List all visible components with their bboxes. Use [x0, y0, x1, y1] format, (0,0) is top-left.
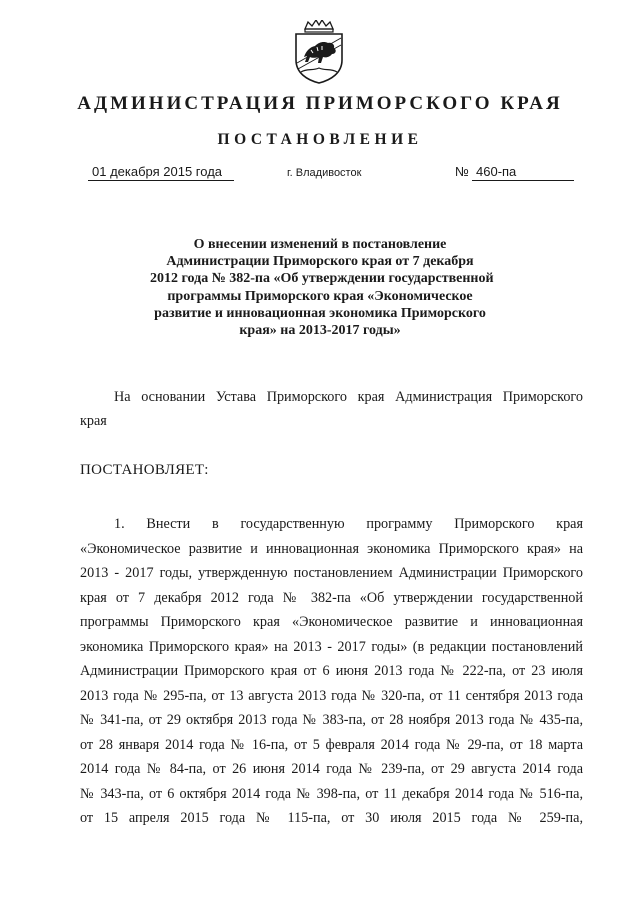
subject-line: Администрации Приморского края от 7 декабря [166, 254, 474, 270]
subject-line: развитие и инновационная экономика Приморского [154, 305, 486, 321]
basis-line: края [80, 413, 107, 429]
body-line: от 15 апреля 2015 года № 115-па, от 30 июля 2015 года № 259-па, [80, 810, 583, 826]
subject-line: 2012 года № 382-па «Об утверждении государственной [150, 271, 494, 287]
body-paragraph [80, 512, 583, 831]
basis-paragraph [80, 385, 583, 433]
document-type: ПОСТАНОВЛЕНИЕ [217, 131, 423, 148]
basis-line: На основании Устава Приморского края Администрация Приморского [114, 389, 583, 405]
body-line: № 341-па, от 29 октября 2013 года № 383-па, от 28 ноября 2013 года № 435-па, [80, 712, 583, 728]
body-line: 2014 года № 84-па, от 26 июня 2014 года № 239-па, от 29 августа 2014 года [80, 761, 583, 777]
decree-word: ПОСТАНОВЛЯЕТ: [80, 462, 209, 478]
document-city: г. Владивосток [287, 167, 362, 179]
document-meta-line [0, 164, 640, 186]
body-line: 1. Внести в государственную программу Приморского края [114, 516, 583, 532]
body-line: края от 7 декабря 2012 года № 382-па «Об утверждении государственной [80, 589, 583, 606]
body-line: программы Приморского края «Экономическое развитие и инновационная [80, 614, 583, 630]
document-number: 460-па [472, 164, 574, 181]
coat-of-arms-icon [291, 20, 347, 84]
subject-line: О внесении изменений в постановление [193, 237, 447, 252]
organization-title: АДМИНИСТРАЦИЯ ПРИМОРСКОГО КРАЯ [77, 93, 563, 114]
body-line: 2013 года № 295-па, от 13 августа 2013 года № 320-па, от 11 сентября 2013 года [80, 687, 583, 704]
body-line: № 343-па, от 6 октября 2014 года № 398-па, от 11 декабря 2014 года № 516-па, [80, 785, 583, 802]
number-sign: № [455, 164, 469, 179]
body-line: «Экономическое развитие и инновационная экономика Приморского края» на [80, 540, 583, 557]
subject-line: программы Приморского края «Экономическое [167, 288, 473, 304]
body-line: Администрации Приморского края от 6 июня 2013 года № 222-па, от 23 июля [80, 663, 583, 679]
body-line: 2013 - 2017 годы, утвержденную постановлением Администрации Приморского [80, 565, 583, 581]
subject-line: края» на 2013-2017 годы» [239, 323, 401, 339]
document-subject [150, 236, 494, 339]
document-date: 01 декабря 2015 года [88, 164, 234, 181]
body-line: от 28 января 2014 года № 16-па, от 5 февраля 2014 года № 29-па, от 18 марта [80, 736, 583, 753]
body-line: экономика Приморского края» на 2013 - 2017 годы» (в редакции постановлений [80, 638, 583, 655]
